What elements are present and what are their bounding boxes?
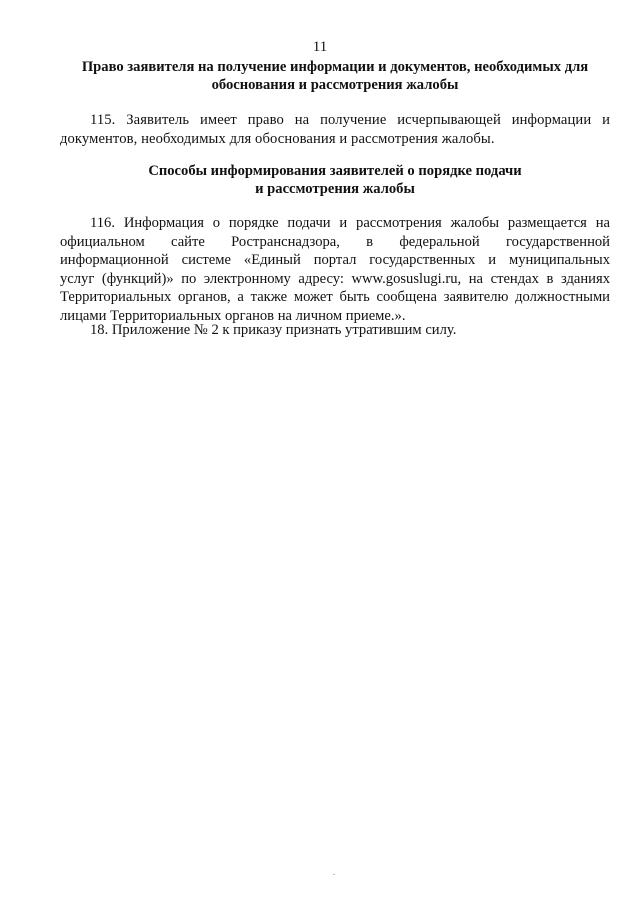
- paragraph-116: [60, 214, 610, 325]
- heading-line: Право заявителя на получение информации и документов, необходимых для: [81, 59, 589, 75]
- section-heading-informing-methods: [60, 162, 610, 198]
- paragraph-line: документов, необходимых для обоснования и рассмотрения жалобы.: [60, 130, 495, 147]
- page-number: 11: [312, 39, 328, 55]
- heading-line: Способы информирования заявителей о порядке подачи: [148, 163, 522, 179]
- section-heading-complaint-info-right: [60, 58, 610, 94]
- paragraph-line: услуг (функций)» по электронному адресу: www.gosuslugi.ru, на стендах в зданиях: [60, 270, 610, 287]
- paragraph-line: 116. Информация о порядке подачи и рассмотрения жалобы размещается на: [90, 215, 610, 231]
- paragraph-line: официальном сайте Ространснадзора, в федеральной государственной: [60, 233, 610, 250]
- paragraph-115: [60, 111, 610, 148]
- heading-line: и рассмотрения жалобы: [255, 181, 415, 197]
- paragraph-line: информационной системе «Единый портал государственных и муниципальных: [60, 252, 610, 268]
- paragraph-line: 18. Приложение № 2 к приказу признать утратившим силу.: [90, 322, 457, 338]
- paragraph-line: Территориальных органов, а также может быть сообщена заявителю должностными: [60, 289, 610, 305]
- paragraph-line: 115. Заявитель имеет право на получение исчерпывающей информации и: [90, 112, 610, 128]
- paragraph-18: [60, 321, 610, 340]
- heading-line: обоснования и рассмотрения жалобы: [211, 77, 459, 93]
- paragraph-line: лицами Территориальных органов на личном приеме.».: [60, 307, 406, 324]
- scan-speck: [333, 874, 335, 875]
